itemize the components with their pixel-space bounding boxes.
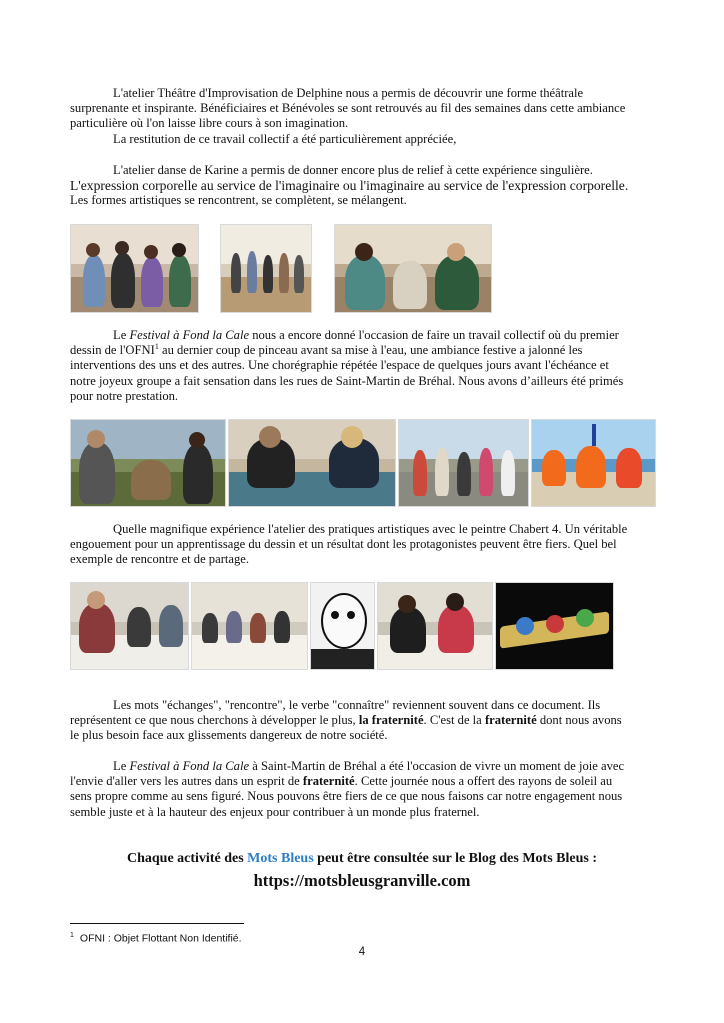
paragraph-theatre <box>70 86 655 147</box>
photo-dance-hall <box>220 224 312 313</box>
emphasis-fraternity: la fraternité <box>358 713 424 728</box>
text-span: à Saint-Martin de Bréhal a été l'occasion de vivre un moment de joie avec <box>249 759 625 773</box>
text-line: L'atelier Théâtre d'Improvisation de Delphine nous a permis de découvrir une forme théâtrale <box>113 86 584 100</box>
blog-url-link[interactable]: https://motsbleusgranville.com <box>253 871 471 890</box>
photo-face-drawing <box>310 582 375 670</box>
text-span: Le <box>113 759 130 773</box>
festival-name: Festival à Fond la Cale <box>129 328 250 342</box>
text-span: . C'est de la <box>423 713 485 728</box>
text-span: dont nous avons <box>536 713 622 728</box>
footnote-text: OFNI : Objet Flottant Non Identifié. <box>79 932 242 945</box>
text-span: au dernier coup de pinceau avant sa mise à l'eau, une ambiance festive a jalonné les <box>158 343 583 358</box>
text-line: Les formes artistiques se rencontrent, se complètent, se mélangent. <box>70 193 407 208</box>
text-line: particulière où l'on laisse libre cours à son imagination. <box>70 116 349 131</box>
brand-name: Mots Bleus <box>247 851 314 866</box>
text-span: peut être consultée sur le Blog des Mots Bleus : <box>313 851 598 866</box>
photo-drawing-class <box>70 582 189 670</box>
photo-improv-exercise <box>334 224 492 313</box>
text-span: Le <box>113 328 130 342</box>
text-span: représentent ce que nous cherchons à développer le plus, <box>70 713 359 728</box>
photo-theatre-group <box>70 224 199 313</box>
photo-street-parade <box>398 419 529 507</box>
text-span: Chaque activité des <box>126 851 248 866</box>
text-line: L'expression corporelle au service de l'imaginaire ou l'imaginaire au service de l'expression corporelle. <box>70 178 629 194</box>
text-line: interventions des uns et des autres. Une chorégraphie répétée l'espace de quelques jours avant l'échéance et <box>70 358 609 373</box>
text-line: L'atelier danse de Karine a permis de donner encore plus de relief à cette expérience singulière. <box>113 163 593 177</box>
text-span: . Cette journée nous a offert des rayons de soleil au <box>354 774 613 789</box>
paragraph-dance <box>70 163 655 209</box>
text-line: exemple de rencontre et de partage. <box>70 552 250 567</box>
text-line: notre joyeux groupe a fait sensation dans les rues de Saint-Martin de Bréhal. Nous avons d’ailleurs été primés <box>70 373 624 388</box>
text-span: l'envie d'aller vers les autres dans un esprit de <box>70 774 303 789</box>
text-line: engouement pour un apprentissage du dessin et un résultat dont les protagonistes peuvent être fiers. Quel bel <box>70 537 617 552</box>
text-line: pour notre prestation. <box>70 388 179 403</box>
text-line: semble juste et à la hauteur des enjeux pour contribuer à un monde plus fraternel. <box>70 804 480 819</box>
photo-group-tables <box>191 582 308 670</box>
festival-name: Festival à Fond la Cale <box>129 759 250 773</box>
photo-painting-table <box>228 419 396 507</box>
paragraph-festival <box>70 328 655 404</box>
page-number: 4 <box>358 946 366 958</box>
footnote-marker: 1 <box>70 932 74 939</box>
footnote-reference[interactable]: 1 <box>154 342 159 352</box>
text-line: Les mots "échanges", "rencontre", le verbe "connaître" reviennent souvent dans ce document. Ils <box>113 698 601 712</box>
paragraph-painter-workshop <box>70 522 655 568</box>
photo-fresco-artwork <box>495 582 614 670</box>
text-span: nous a encore donné l'occasion de faire un travail collectif où du premier <box>249 328 619 342</box>
text-line: le plus besoin face aux glissements dangereux de notre société. <box>70 728 388 743</box>
footnote-divider <box>70 923 244 924</box>
footnote <box>70 932 242 945</box>
text-line: surprenante et inspirante. Bénéficiaires et Bénévoles se sont retrouvés au fil des semaines dans cette ambiance <box>70 101 626 116</box>
paragraph-festival-conclusion <box>70 759 655 820</box>
photo-students-drawing <box>377 582 493 670</box>
text-line: sens propre comme au sens figuré. Nous pouvons être fiers de ce que nous faisons car notre engagement nous <box>70 789 623 804</box>
text-span: dessin de l'OFNI <box>70 343 155 358</box>
blog-callout <box>0 851 724 867</box>
photo-building-ofni <box>70 419 226 507</box>
photo-launch-at-sea <box>531 419 656 507</box>
text-line: Quelle magnifique expérience l'atelier des pratiques artistiques avec le peintre Chabert 4. Un véritable <box>113 522 628 536</box>
emphasis-fraternity: fraternité <box>302 774 355 789</box>
text-line: La restitution de ce travail collectif a été particulièrement appréciée, <box>113 131 457 146</box>
emphasis-fraternity: fraternité <box>484 713 537 728</box>
paragraph-fraternity <box>70 698 655 744</box>
